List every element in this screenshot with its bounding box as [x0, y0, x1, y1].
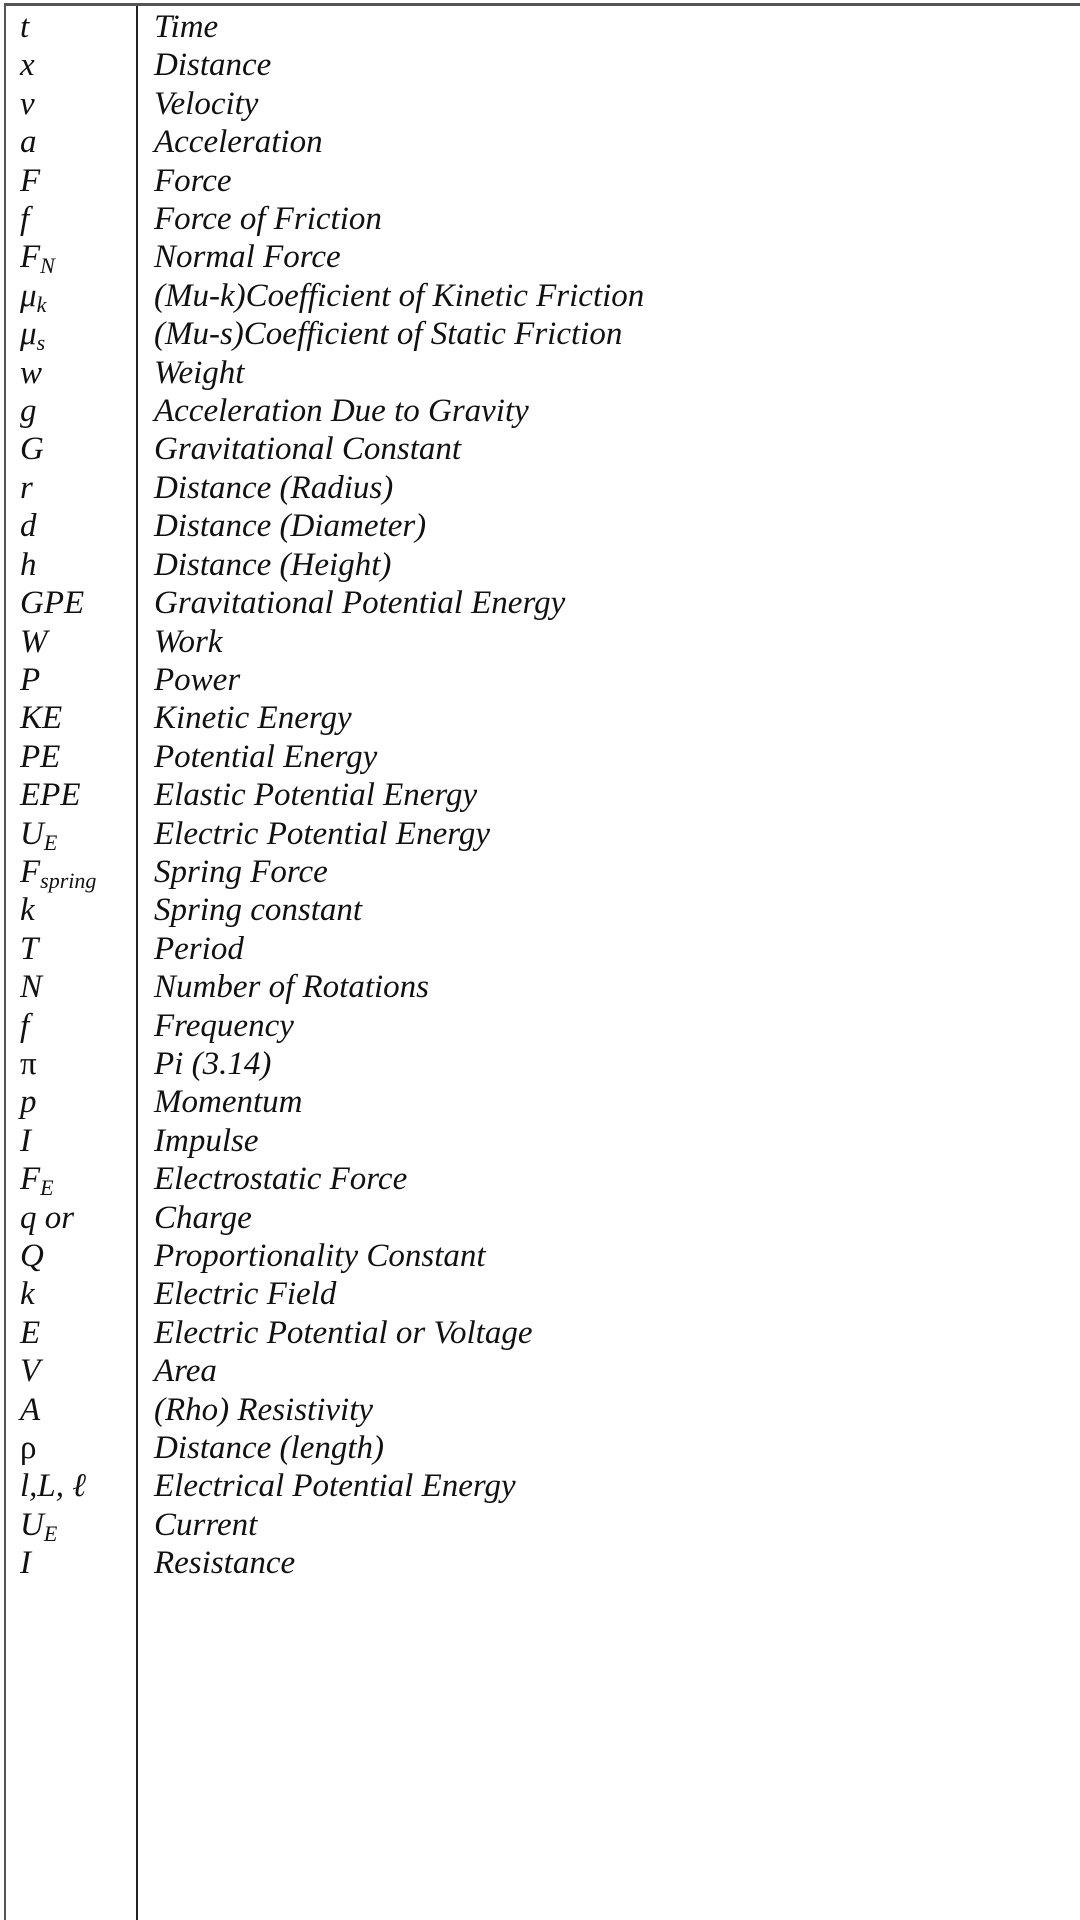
table-row — [6, 1160, 644, 1198]
meaning-cell: (Mu-k)Coefficient of Kinetic Friction — [154, 277, 645, 314]
symbol-text: d — [20, 508, 37, 545]
symbol-text: t — [20, 9, 30, 45]
symbol-cell — [6, 123, 134, 161]
symbol-text: I — [20, 1122, 31, 1159]
meaning-cell: Velocity — [154, 85, 259, 122]
symbol-cell — [6, 891, 134, 929]
meaning-cell: Spring constant — [154, 892, 363, 929]
symbol-text: p — [20, 1084, 37, 1121]
table-row — [6, 1083, 644, 1121]
meaning-cell: Weight — [154, 354, 245, 391]
table-row — [6, 354, 644, 392]
symbol-subscript: E — [43, 1520, 58, 1546]
symbol-subscript: N — [40, 253, 55, 279]
symbol-text: l,L, ℓ — [20, 1468, 87, 1505]
table-row — [6, 1314, 644, 1352]
symbol-cell — [6, 1275, 134, 1313]
table-row — [6, 1506, 644, 1544]
symbol-text: a — [20, 124, 37, 161]
table-row — [6, 1544, 644, 1582]
symbol-cell — [6, 1083, 134, 1121]
meaning-cell: Distance — [154, 47, 272, 84]
symbol-text: U — [20, 1506, 44, 1543]
physics-symbols-table — [6, 8, 644, 1583]
meaning-cell: Momentum — [154, 1084, 303, 1121]
table-row — [6, 392, 644, 430]
symbol-subscript: spring — [40, 867, 97, 893]
table-row — [6, 1007, 644, 1045]
table-row — [6, 315, 644, 353]
symbol-text: F — [20, 239, 41, 276]
table-row — [6, 1237, 644, 1275]
symbol-text: PE — [20, 738, 61, 775]
symbol-text: A — [20, 1391, 41, 1428]
table-row — [6, 238, 644, 276]
symbol-text: μ — [20, 316, 37, 353]
symbol-text: f — [20, 1007, 30, 1044]
meaning-cell: Work — [154, 623, 223, 660]
meaning-cell: Gravitational Potential Energy — [154, 585, 566, 622]
symbol-cell — [6, 699, 134, 737]
table-row — [6, 853, 644, 891]
table-row — [6, 738, 644, 776]
symbol-text: k — [20, 1276, 35, 1313]
symbol-text: ρ — [20, 1430, 37, 1467]
table-row — [6, 1467, 644, 1505]
table-row — [6, 8, 644, 46]
symbol-text: r — [20, 469, 33, 506]
symbol-cell — [6, 853, 134, 891]
table-row — [6, 1352, 644, 1390]
symbol-subscript: s — [36, 330, 46, 356]
meaning-cell: Force — [154, 162, 232, 199]
symbol-cell — [6, 1544, 134, 1582]
meaning-cell: Proportionality Constant — [154, 1238, 486, 1274]
symbol-cell — [6, 661, 134, 699]
symbol-cell — [6, 815, 134, 853]
symbol-cell — [6, 930, 134, 968]
table-row — [6, 661, 644, 699]
meaning-cell: Acceleration Due to Gravity — [154, 393, 529, 430]
symbol-text: v — [20, 85, 35, 122]
symbol-cell — [6, 1352, 134, 1390]
meaning-cell: Electrical Potential Energy — [154, 1468, 516, 1505]
symbol-cell — [6, 1314, 134, 1352]
meaning-cell: Impulse — [154, 1122, 259, 1159]
symbol-text: Q — [20, 1238, 44, 1274]
symbol-text: π — [20, 1045, 37, 1082]
symbol-subscript: E — [43, 829, 58, 855]
symbol-cell — [6, 1429, 134, 1467]
meaning-cell: Electrostatic Force — [154, 1161, 408, 1198]
symbol-cell — [6, 315, 134, 356]
symbol-text: V — [20, 1353, 41, 1390]
meaning-cell: (Rho) Resistivity — [154, 1391, 374, 1428]
meaning-cell: Resistance — [154, 1545, 296, 1582]
meaning-cell: Force of Friction — [154, 201, 382, 238]
table-row — [6, 930, 644, 968]
symbol-cell — [6, 238, 134, 279]
table-row — [6, 1122, 644, 1160]
symbol-text: I — [20, 1545, 31, 1582]
meaning-cell: (Mu-s)Coefficient of Static Friction — [154, 316, 623, 353]
symbol-subscript: E — [40, 1175, 54, 1201]
table-row — [6, 46, 644, 84]
table-row — [6, 1045, 644, 1083]
meaning-cell: Area — [154, 1353, 217, 1390]
symbol-text: g — [20, 393, 37, 430]
table-row — [6, 1429, 644, 1467]
table-row — [6, 1275, 644, 1313]
symbol-cell — [6, 584, 134, 622]
table-row — [6, 430, 644, 468]
symbol-text: GPE — [20, 585, 85, 622]
table-row — [6, 623, 644, 661]
symbol-cell — [6, 1199, 134, 1237]
meaning-cell: Distance (Height) — [154, 546, 392, 583]
table-row — [6, 469, 644, 507]
table-row — [6, 85, 644, 123]
table-row — [6, 891, 644, 929]
symbol-text: T — [20, 930, 39, 967]
symbol-text: F — [20, 162, 41, 199]
table-row — [6, 815, 644, 853]
symbol-text: E — [20, 1314, 41, 1351]
symbol-text: f — [20, 201, 30, 238]
symbol-text: W — [20, 623, 48, 660]
symbol-text: x — [20, 47, 35, 84]
table-row — [6, 1199, 644, 1237]
symbol-text: P — [20, 661, 41, 698]
symbol-text: μ — [20, 277, 37, 314]
symbol-text: U — [20, 815, 44, 852]
table-row — [6, 584, 644, 622]
table-row — [6, 162, 644, 200]
meaning-cell: Frequency — [154, 1007, 294, 1044]
symbol-cell — [6, 1506, 134, 1544]
table-row — [6, 507, 644, 545]
symbol-cell — [6, 46, 134, 84]
meaning-cell: Elastic Potential Energy — [154, 777, 478, 814]
meaning-cell: Power — [154, 661, 241, 698]
table-row — [6, 546, 644, 584]
symbol-cell — [6, 1467, 134, 1505]
table-row — [6, 699, 644, 737]
symbol-cell — [6, 738, 134, 776]
symbol-cell — [6, 430, 134, 468]
meaning-cell: Electric Field — [154, 1276, 337, 1313]
symbol-cell — [6, 1160, 134, 1201]
symbol-cell — [6, 1391, 134, 1429]
meaning-cell: Charge — [154, 1199, 252, 1236]
table-row — [6, 123, 644, 161]
table-row — [6, 277, 644, 315]
meaning-cell: Kinetic Energy — [154, 700, 352, 737]
meaning-cell: Pi (3.14) — [154, 1045, 272, 1082]
symbol-text: G — [20, 431, 44, 468]
symbol-text: KE — [20, 700, 63, 737]
symbol-cell — [6, 1122, 134, 1160]
symbol-cell — [6, 1045, 134, 1083]
symbol-text: EPE — [20, 777, 81, 814]
symbol-text: N — [20, 969, 43, 1006]
symbol-subscript: k — [36, 291, 47, 317]
meaning-cell: Spring Force — [154, 853, 328, 890]
symbol-text: k — [20, 892, 35, 929]
symbol-cell — [6, 623, 134, 661]
symbol-cell — [6, 354, 134, 392]
symbol-cell — [6, 507, 134, 545]
symbol-text: h — [20, 546, 37, 583]
meaning-cell: Current — [154, 1506, 258, 1543]
meaning-cell: Normal Force — [154, 239, 341, 276]
meaning-cell: Electric Potential or Voltage — [154, 1314, 533, 1351]
symbol-cell — [6, 469, 134, 507]
meaning-cell: Number of Rotations — [154, 969, 430, 1006]
symbol-cell — [6, 546, 134, 584]
symbol-cell — [6, 1237, 134, 1275]
symbol-cell — [6, 200, 134, 238]
meaning-cell: Distance (Diameter) — [154, 508, 427, 545]
symbol-cell — [6, 85, 134, 123]
table-row — [6, 1391, 644, 1429]
meaning-cell: Distance (Radius) — [154, 469, 394, 506]
symbol-cell — [6, 392, 134, 430]
table-row — [6, 776, 644, 814]
symbol-text: F — [20, 1161, 41, 1198]
symbol-text: q or — [20, 1199, 75, 1236]
symbol-table-sheet — [4, 3, 1080, 1920]
symbol-cell — [6, 776, 134, 814]
table-row — [6, 200, 644, 238]
meaning-cell: Gravitational Constant — [154, 431, 462, 468]
symbol-cell — [6, 968, 134, 1006]
meaning-cell: Distance (length) — [154, 1430, 385, 1467]
symbol-cell — [6, 8, 134, 46]
meaning-cell: Potential Energy — [154, 738, 378, 775]
symbol-cell — [6, 1007, 134, 1045]
symbol-cell — [6, 277, 134, 315]
symbol-text: F — [20, 853, 41, 890]
symbol-text: w — [20, 354, 43, 391]
meaning-cell: Period — [154, 930, 244, 967]
table-row — [6, 968, 644, 1006]
meaning-cell: Time — [154, 9, 219, 45]
symbol-cell — [6, 162, 134, 200]
meaning-cell: Acceleration — [154, 124, 323, 161]
meaning-cell: Electric Potential Energy — [154, 815, 490, 852]
